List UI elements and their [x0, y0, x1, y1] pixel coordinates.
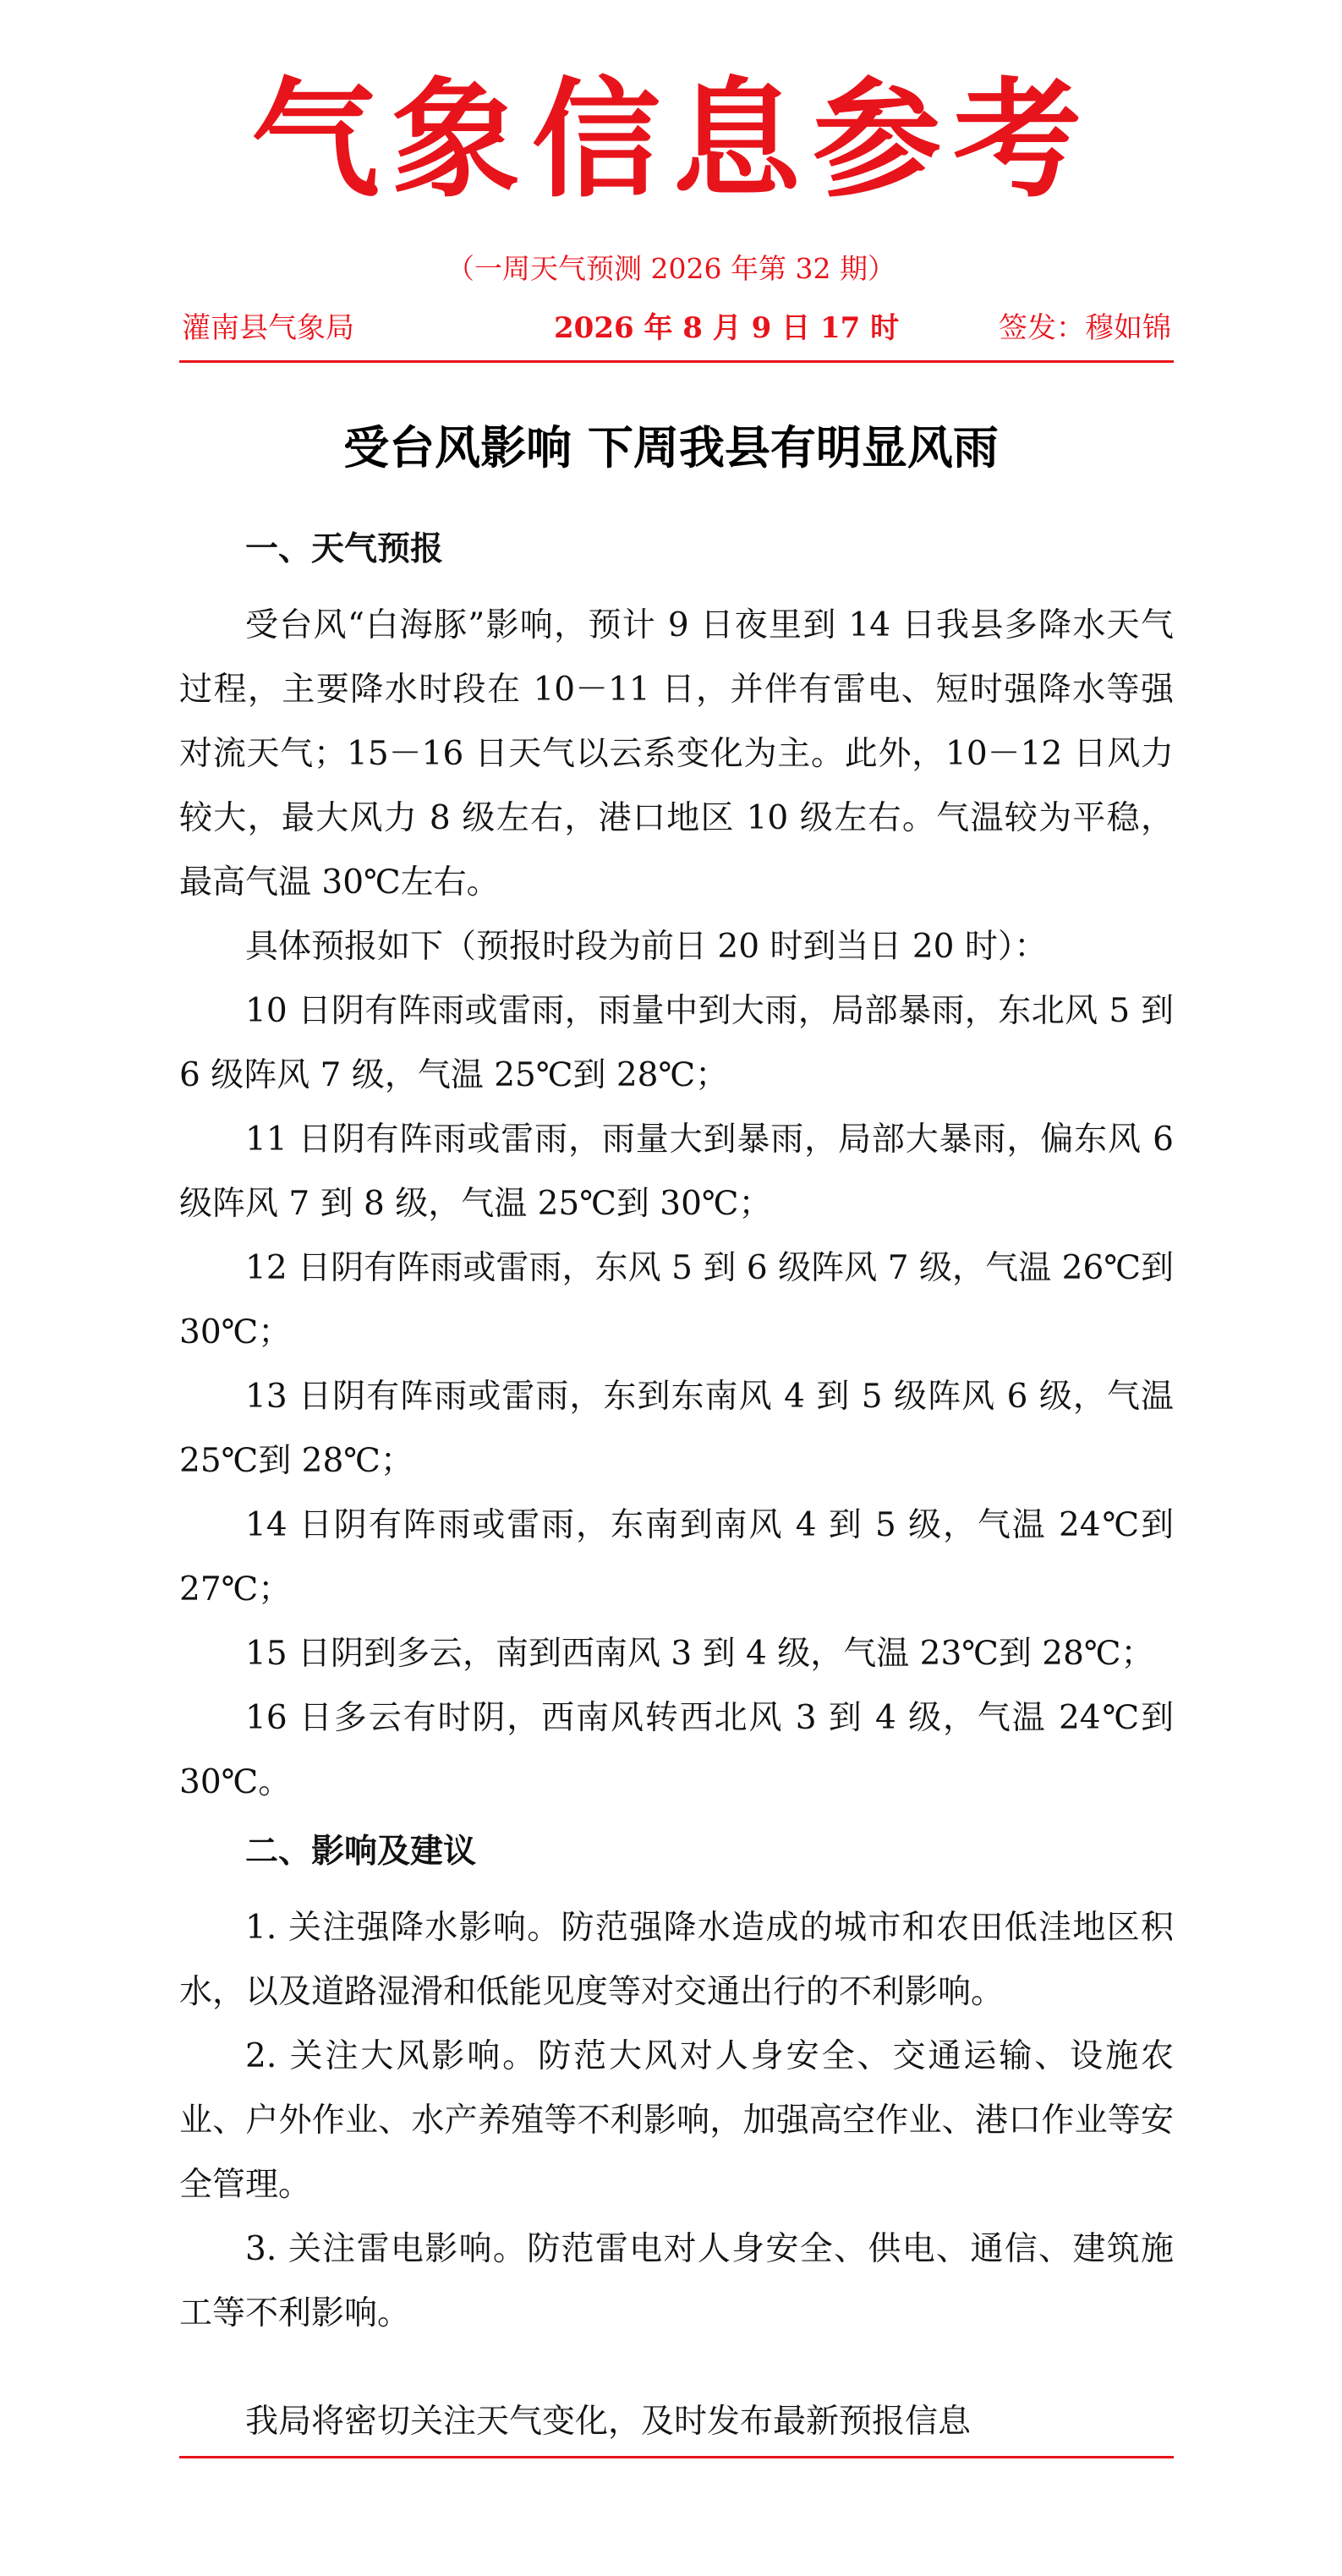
forecast-intro: 具体预报如下（预报时段为前日 20 时到当日 20 时）： — [245, 928, 1048, 966]
daily-forecast-item: 13 日阴有阵雨或雷雨，东到东南风 4 到 5 级阵风 6 级，气温 25℃到 28℃； — [179, 1378, 1174, 1480]
signer: 签发：穆如锦 — [999, 311, 1171, 345]
daily-forecast-item: 12 日阴有阵雨或雷雨，东风 5 到 6 级阵风 7 级，气温 26℃到 30℃； — [179, 1249, 1174, 1351]
forecast-overview: 受台风“白海豚”影响，预计 9 日夜里到 14 日我县多降水天气过程，主要降水时段在 10－11 日，并伴有雷电、短时强降水等强对流天气；15－16 日天气以云系变化为主。此外，10－12 日风力较大，最大风力 8 级左右，港口地区 10 级左右。气温较为平稳，最高气温 30℃左右。 — [179, 606, 1174, 902]
advice-item: 1. 关注强降水影响。防范强降水造成的城市和农田低洼地区积水，以及道路湿滑和低能见度等对交通出行的不利影响。 — [179, 1909, 1174, 2011]
advice-item: 3. 关注雷电影响。防范雷电对人身安全、供电、通信、建筑施工等不利影响。 — [179, 2230, 1174, 2332]
closing-statement: 我局将密切关注天气变化，及时发布最新预报信息 — [245, 2403, 972, 2441]
section-heading-forecast: 一、天气预报 — [245, 530, 444, 568]
masthead-title: 气象信息参考 — [251, 63, 1093, 215]
advice-item: 2. 关注大风影响。防范大风对人身安全、交通运输、设施农业、户外作业、水产养殖等不利影响，加强高空作业、港口作业等安全管理。 — [179, 2037, 1174, 2204]
footer-divider — [179, 2456, 1174, 2458]
header-meta-row — [182, 308, 1171, 348]
issue-datetime: 2026 年 8 月 9 日 17 时 — [554, 311, 900, 345]
section-heading-impacts: 二、影响及建议 — [245, 1833, 477, 1871]
daily-forecast-item: 15 日阴到多云，南到西南风 3 到 4 级，气温 23℃到 28℃； — [245, 1635, 1154, 1673]
issuing-organization: 灌南县气象局 — [182, 311, 354, 345]
daily-forecast-item: 10 日阴有阵雨或雷雨，雨量中到大雨，局部暴雨，东北风 5 到 6 级阵风 7 级，气温 25℃到 28℃； — [179, 992, 1174, 1094]
headline: 受台风影响 下周我县有明显风雨 — [343, 421, 999, 474]
issue-number: （一周天气预测 2026 年第 32 期） — [446, 252, 896, 285]
daily-forecast-item: 16 日多云有时阴，西南风转西北风 3 到 4 级，气温 24℃到 30℃。 — [179, 1699, 1174, 1801]
daily-forecast-item: 14 日阴有阵雨或雷雨，东南到南风 4 到 5 级，气温 24℃到 27℃； — [179, 1506, 1174, 1609]
spacer — [179, 2346, 1174, 2390]
document-body — [179, 518, 1174, 2454]
header-divider — [179, 360, 1174, 363]
daily-forecast-item: 11 日阴有阵雨或雷雨，雨量大到暴雨，局部大暴雨，偏东风 6 级阵风 7 到 8 级，气温 25℃到 30℃； — [179, 1121, 1174, 1223]
